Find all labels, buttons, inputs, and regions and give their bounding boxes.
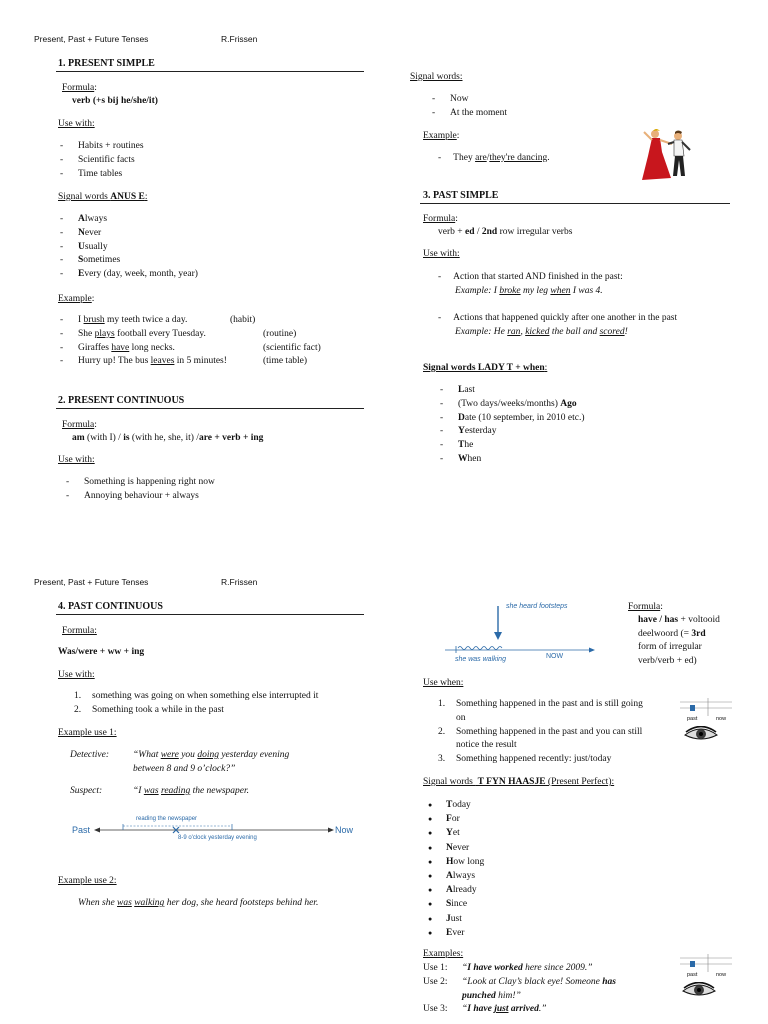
list-item: - Scientific facts (58, 154, 144, 168)
timeline-time-label: 8-9 o'clock yesterday evening (178, 835, 257, 841)
diagram-bottom-label: she was walking (455, 656, 506, 663)
past-label: past (687, 972, 698, 978)
formula-label: Formula: (628, 602, 663, 612)
example-row: - I brush my teeth twice a day. (habit) (60, 315, 256, 325)
suspect-quote: “I was reading the newspaper. (133, 786, 250, 796)
formula-label: Formula: (423, 214, 458, 224)
list-item: - Last (438, 384, 585, 398)
example-row: - Hurry up! The bus leaves in 5 minutes! (time table) (60, 356, 308, 367)
formula-value: have / has + voltooid deelwoord (= 3rd form of irregular verb/verb + ed) (638, 615, 720, 666)
use3-label: Use 3: (423, 1004, 448, 1014)
example-label: Example use 1: (58, 728, 117, 738)
list-item: - Now (430, 93, 507, 107)
list-item: ● Just (426, 912, 484, 926)
section-heading-past-simple: 3. PAST SIMPLE (423, 190, 499, 201)
now-label: now (716, 972, 727, 978)
list-item: - (Two days/weeks/months) Ago (438, 398, 585, 412)
use-list (438, 698, 648, 767)
list-item: ● For (426, 812, 484, 826)
list-item: - When (438, 453, 585, 467)
detective-quote: “What were you doing yesterday evening between 8 and 9 o’clock?” (133, 750, 290, 774)
use-label: Use with: (58, 455, 95, 465)
example-sentence: When she was walking her dog, she heard footsteps behind her. (78, 898, 319, 908)
list-item: - Date (10 september, in 2010 etc.) (438, 412, 585, 426)
present-perfect-diagram (440, 600, 600, 670)
use2-label: Use 2: (423, 977, 448, 987)
use-label: Use with: (58, 119, 95, 129)
use3-example: “I have just arrived.” (462, 1004, 547, 1014)
suspect-label: Suspect: (70, 786, 103, 796)
use-list (64, 476, 215, 504)
past-continuous-timeline (70, 815, 370, 845)
use-item-2: - Actions that happened quickly after one another in the past Example: He ran, kicked the ball and scored! (438, 313, 678, 337)
example-label: Example: (423, 131, 460, 141)
past-now-line-icon (678, 696, 734, 718)
example-list (58, 314, 378, 369)
use-label: Use when: (423, 678, 464, 688)
formula-label: Formula: (62, 83, 97, 93)
past-now-diagram (678, 952, 734, 1002)
example-label: Example use 2: (58, 876, 117, 886)
section-rule (56, 614, 364, 615)
list-item: - Sometimes (58, 254, 198, 268)
section-heading-present-simple: 1. PRESENT SIMPLE (58, 58, 155, 69)
eye-icon (682, 982, 716, 998)
list-item: - Usually (58, 241, 198, 255)
list-item: 2. Something happened in the past and you can still notice the result (438, 726, 643, 751)
past-now-diagram (678, 696, 734, 748)
section-rule (56, 71, 364, 72)
use-item-1: - Action that started AND finished in the past: Example: I broke my leg when I was 4. (438, 272, 623, 296)
list-item: - Every (day, week, month, year) (58, 268, 198, 282)
page-header-author: R.Frissen (221, 577, 258, 587)
list-item: ● Yet (426, 826, 484, 840)
timeline-now-label: Now (335, 825, 354, 835)
list-item: 2. Something took a while in the past (74, 704, 224, 715)
list-item: - Habits + routines (58, 140, 144, 154)
use-list (74, 690, 318, 718)
page-header-author: R.Frissen (221, 34, 258, 44)
formula-value: Was/were + ww + ing (58, 647, 145, 657)
list-item: - Time tables (58, 168, 144, 182)
diagram-now-label: NOW (546, 653, 564, 660)
eye-icon (684, 726, 718, 742)
examples-label: Examples: (423, 949, 464, 959)
page-header-title: Present, Past + Future Tenses (34, 577, 149, 587)
use-label: Use with: (423, 249, 460, 259)
list-item: - Annoying behaviour + always (64, 490, 215, 504)
formula-value: am (with I) / is (with he, she, it) /are + verb + ing (72, 433, 264, 443)
list-item: ● Already (426, 883, 484, 897)
use2-example: “Look at Clay’s black eye! Someone has punched him!” (462, 977, 616, 1001)
use1-example: “I have worked here since 2009.” (462, 963, 593, 973)
use-label: Use with: (58, 670, 95, 680)
diagram-arrows-icon (440, 600, 600, 660)
list-item: ● Never (426, 841, 484, 855)
signal-list (430, 93, 507, 121)
past-label: past (687, 716, 698, 722)
list-item: ● Ever (426, 926, 484, 940)
list-item: ● Today (426, 798, 484, 812)
formula-label: Formula: (62, 626, 97, 636)
list-item: ● How long (426, 855, 484, 869)
list-item: - At the moment (430, 107, 507, 121)
timeline-past-label: Past (72, 825, 91, 835)
list-item: - Yesterday (438, 425, 585, 439)
formula-label: Formula: (62, 420, 97, 430)
timeline-reading-label: reading the newspaper (136, 816, 198, 822)
signal-list (438, 384, 585, 467)
list-item: 3. Something happened recently: just/today (438, 754, 612, 765)
dancing-couple-icon (638, 128, 694, 184)
section-rule (56, 408, 364, 409)
signal-label: Signal words LADY T + when: (423, 363, 548, 373)
section-heading-past-continuous: 4. PAST CONTINUOUS (58, 601, 163, 612)
signal-label: Signal words T FYN HAASJE (Present Perfect): (423, 777, 615, 787)
list-item: - The (438, 439, 585, 453)
list-item: ● Always (426, 869, 484, 883)
list-item: 1. Something happened in the past and is still going on (438, 699, 643, 723)
list-item: ● Since (426, 897, 484, 911)
example-label: Example: (58, 294, 95, 304)
signal-list (58, 213, 198, 282)
list-item: 1. something was going on when something else interrupted it (74, 691, 319, 701)
section-heading-present-continuous: 2. PRESENT CONTINUOUS (58, 395, 185, 406)
formula-value: verb (+s bij he/she/it) (72, 96, 158, 106)
page-header-title: Present, Past + Future Tenses (34, 34, 149, 44)
use1-label: Use 1: (423, 963, 448, 973)
list-item: - Always (58, 213, 198, 227)
signal-label: Signal words: (410, 72, 463, 82)
formula-value: verb + ed / 2nd row irregular verbs (438, 227, 573, 237)
list-item: - Something is happening right now (64, 476, 215, 490)
section-rule (420, 203, 730, 204)
timeline-arrow-icon (94, 821, 334, 837)
signal-label: Signal words ANUS E: (58, 192, 148, 202)
example-sentence: - They are/they're dancing. (438, 153, 550, 163)
example-row: - She plays football every Tuesday. (routine) (60, 328, 297, 339)
past-now-line-icon (678, 952, 734, 974)
use-list (58, 140, 144, 181)
diagram-top-label: she heard footsteps (506, 603, 568, 610)
detective-label: Detective: (70, 750, 110, 760)
list-item: - Never (58, 227, 198, 241)
example-row: - Giraffes have long necks. (scientific fact) (60, 342, 321, 353)
signal-list (426, 798, 484, 940)
now-label: now (716, 716, 727, 722)
